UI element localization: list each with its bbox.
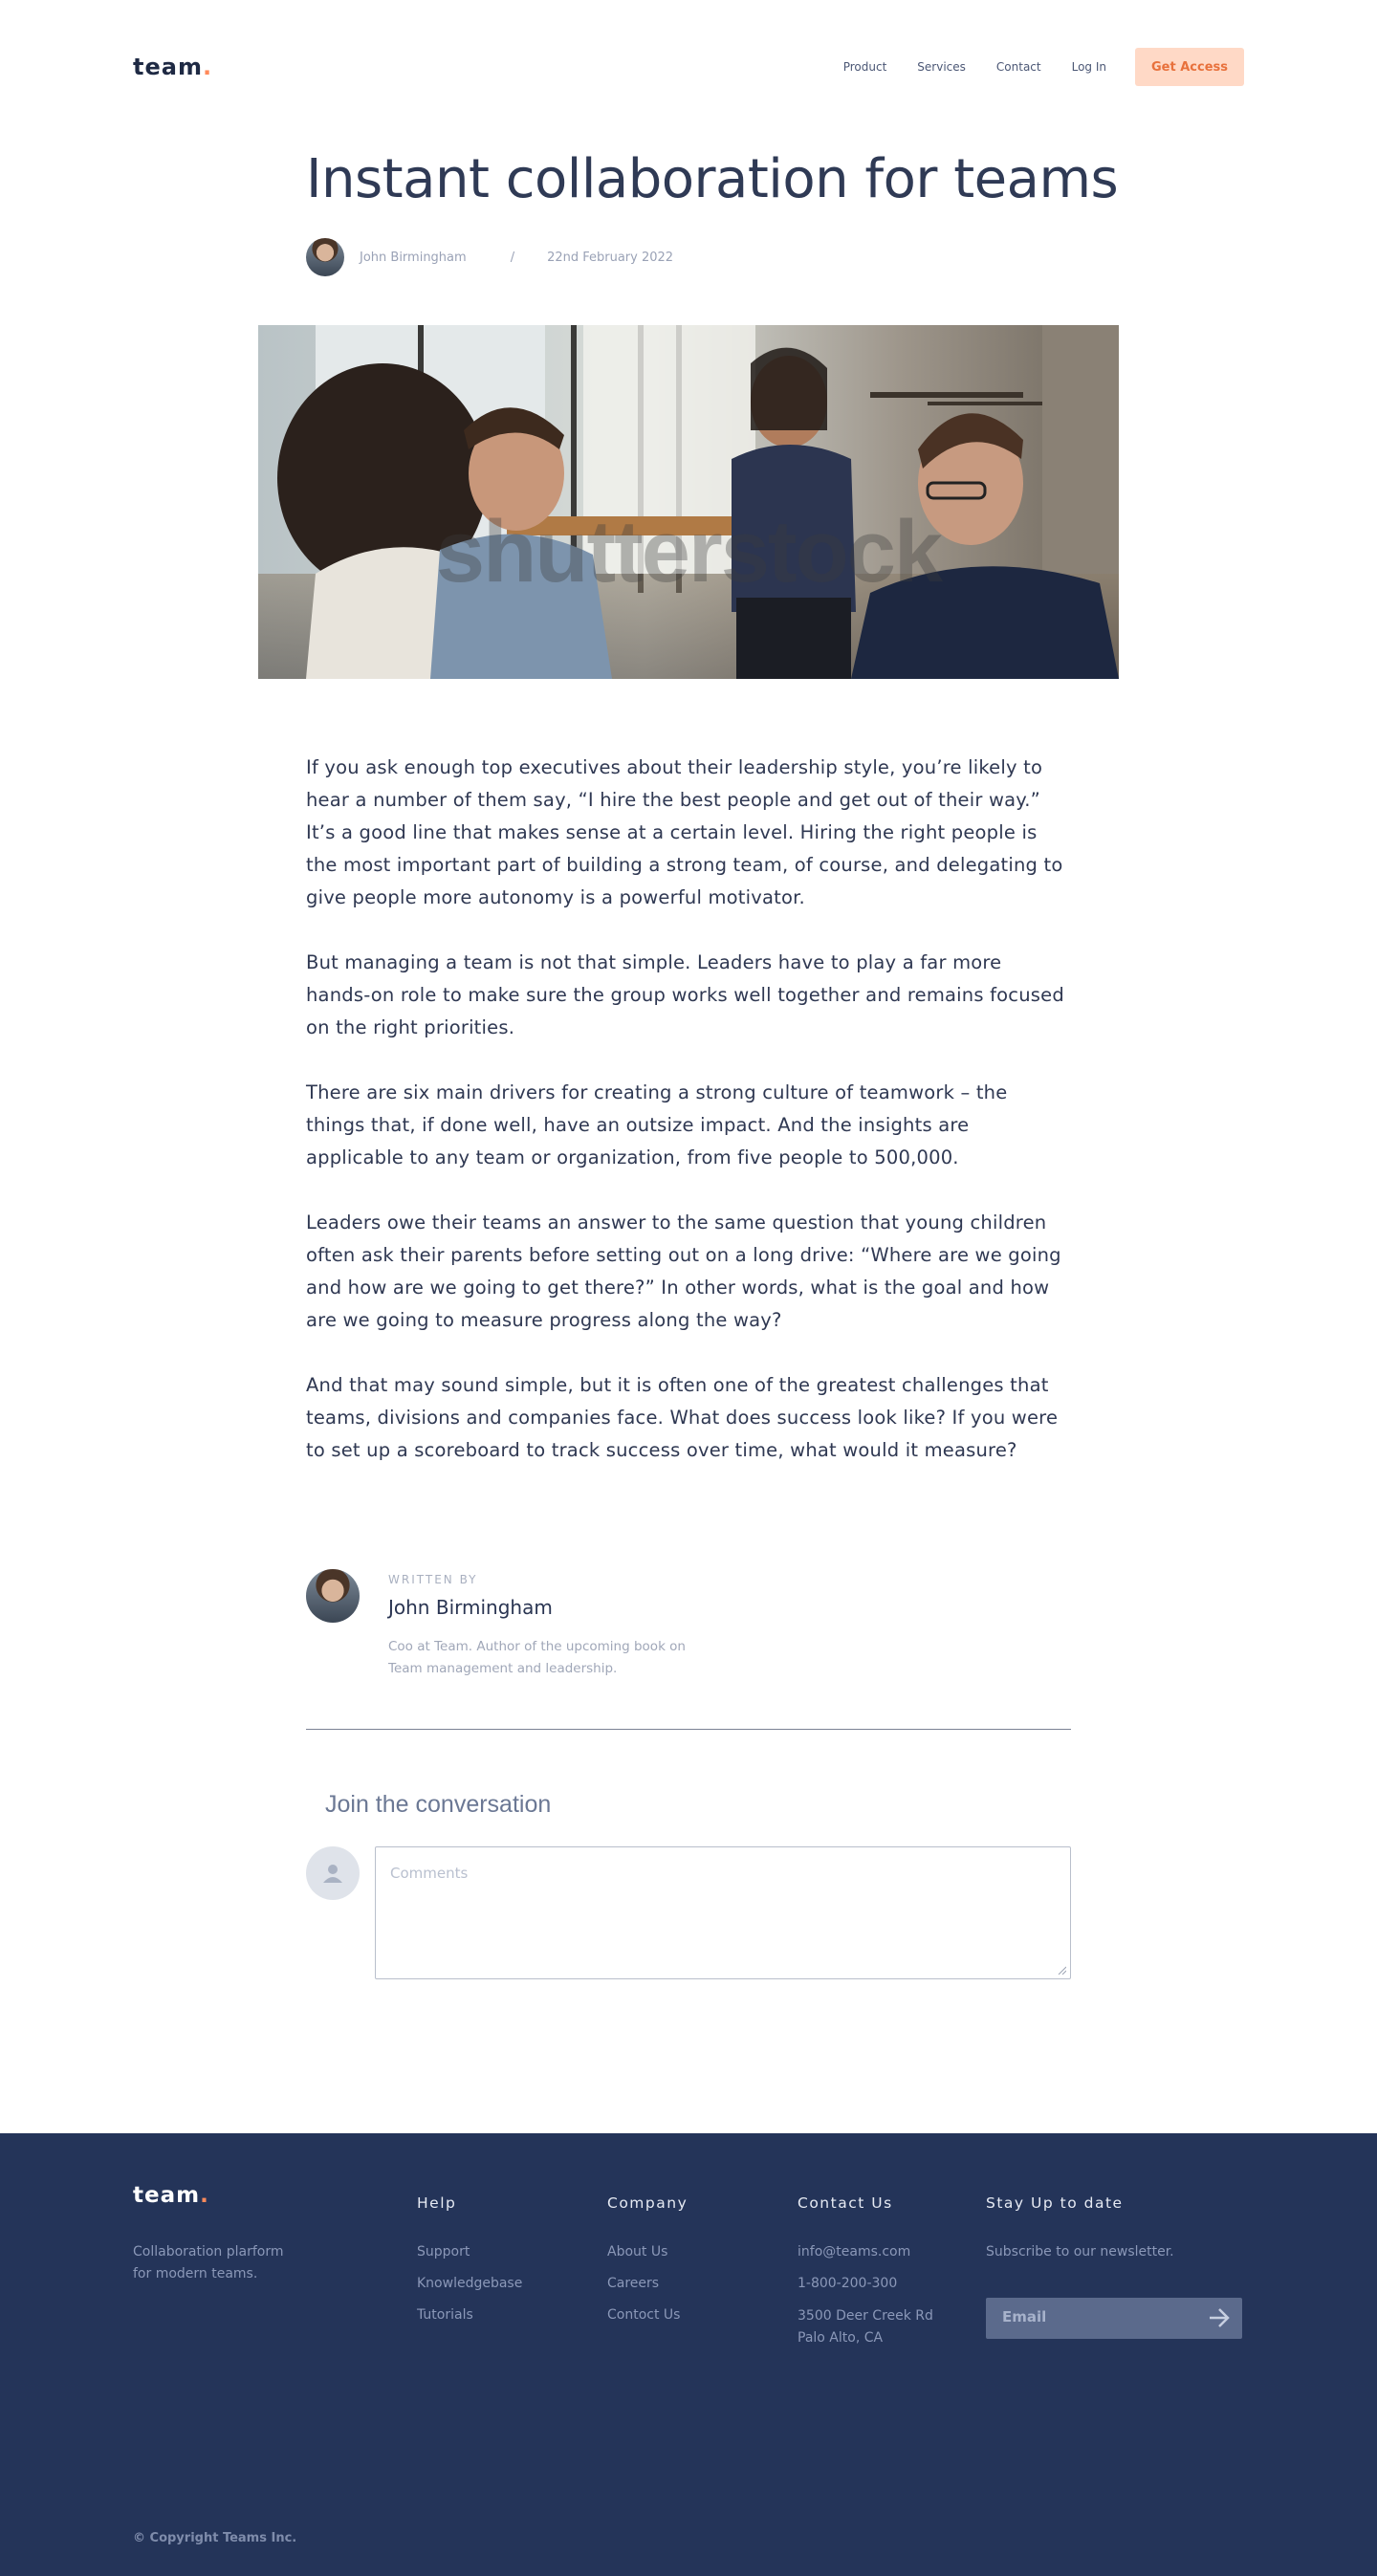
written-by-label: WRITTEN BY <box>388 1573 478 1586</box>
footer-contact-title: Contact Us <box>798 2194 893 2212</box>
footer-link-tutorials[interactable]: Tutorials <box>417 2307 473 2323</box>
footer-link-about[interactable]: About Us <box>607 2244 668 2259</box>
footer-link-careers[interactable]: Careers <box>607 2276 660 2291</box>
newsletter-email-placeholder: Email <box>1002 2308 1047 2325</box>
image-watermark: shutterstock <box>435 503 942 600</box>
site-footer <box>0 2133 1377 2576</box>
article-paragraph: Leaders owe their teams an answer to the same question that young children often ask their parents before setting out on a long drive: “Where are we going and how are we going to get there?” In other words, what is the goal and how are we going to measure progress along the way? <box>306 1212 1061 1331</box>
nav-product[interactable]: Product <box>842 60 887 74</box>
footer-email[interactable]: info@teams.com <box>798 2244 911 2259</box>
logo[interactable] <box>133 54 212 80</box>
site-header <box>0 0 1377 134</box>
comment-placeholder: Comments <box>390 1865 469 1882</box>
logo-dot: . <box>202 54 213 80</box>
person-avatar-icon <box>306 1846 360 1900</box>
comment-textarea[interactable] <box>375 1846 1071 1979</box>
footer-newsletter-title: Stay Up to date <box>986 2194 1124 2212</box>
footer-help-title: Help <box>417 2194 457 2212</box>
resize-grip-icon[interactable] <box>1057 1965 1066 1975</box>
footer-logo[interactable] <box>133 2183 209 2208</box>
author-box <box>306 1569 1071 1732</box>
author-box-name[interactable]: John Birmingham <box>388 1596 553 1619</box>
footer-link-knowledgebase[interactable]: Knowledgebase <box>417 2276 523 2291</box>
footer-address-line2: Palo Alto, CA <box>798 2330 884 2346</box>
author-avatar <box>306 238 344 276</box>
footer-logo-text: team <box>133 2183 201 2208</box>
section-divider <box>306 1729 1071 1730</box>
arrow-right-icon[interactable] <box>1208 2307 1231 2328</box>
nav-login[interactable]: Log In <box>1071 60 1106 74</box>
footer-help <box>417 2194 522 2337</box>
article-paragraph: There are six main drivers for creating a strong culture of teamwork – the things that, if done well, have an outsize impact. And the insights are applicable to any team or organization, from five people to 500,000. <box>306 1081 1008 1168</box>
copyright: © Copyright Teams Inc. <box>133 2531 297 2545</box>
footer-address-line1: 3500 Deer Creek Rd <box>798 2308 933 2324</box>
article-meta <box>306 238 673 276</box>
article-paragraph: And that may sound simple, but it is often one of the greatest challenges that teams, divisions and companies face. What does success look like? If you were to set up a scoreboard to track success over time, what would it measure? <box>306 1374 1059 1461</box>
article-body <box>306 752 1071 1499</box>
comments-heading: Join the conversation <box>325 1791 552 1818</box>
article-title: Instant collaboration for teams <box>306 148 1119 210</box>
nav-contact[interactable]: Contact <box>995 60 1041 74</box>
hero-image <box>258 325 1119 679</box>
article-paragraph: If you ask enough top executives about their leadership style, you’re likely to hear a number of them say, “I hire the best people and get out of their way.” It’s a good line that makes sense at a certain level. Hiring the right people is the most important part of building a strong team, of course, and delegating to give people more autonomy is a powerful motivator. <box>306 756 1063 908</box>
article-date: 22nd February 2022 <box>547 250 674 265</box>
footer-link-contact[interactable]: Contoct Us <box>607 2307 681 2323</box>
article-author[interactable]: John Birmingham <box>360 250 467 265</box>
main-nav <box>813 48 1244 86</box>
get-access-button[interactable]: Get Access <box>1135 48 1244 86</box>
footer-company-title: Company <box>607 2194 688 2212</box>
author-box-avatar <box>306 1569 360 1623</box>
meta-separator: / <box>510 250 515 265</box>
footer-newsletter-text: Subscribe to our newsletter. <box>986 2244 1174 2259</box>
article-paragraph: But managing a team is not that simple. Leaders have to play a far more hands-on role to make sure the group works well together and remains focused on the right priorities. <box>306 951 1064 1038</box>
newsletter-email-input[interactable] <box>986 2298 1242 2339</box>
footer-phone[interactable]: 1-800-200-300 <box>798 2276 898 2291</box>
author-box-bio: Coo at Team. Author of the upcoming book on Team management and leadership. <box>388 1639 686 1676</box>
nav-services[interactable]: Services <box>917 60 966 74</box>
footer-company <box>607 2194 688 2337</box>
footer-logo-dot: . <box>200 2183 209 2208</box>
footer-tagline: Collaboration plarform for modern teams. <box>133 2244 284 2281</box>
logo-text: team <box>133 54 203 80</box>
footer-link-support[interactable]: Support <box>417 2244 470 2259</box>
footer-contact <box>798 2194 933 2362</box>
footer-newsletter <box>986 2194 1174 2274</box>
